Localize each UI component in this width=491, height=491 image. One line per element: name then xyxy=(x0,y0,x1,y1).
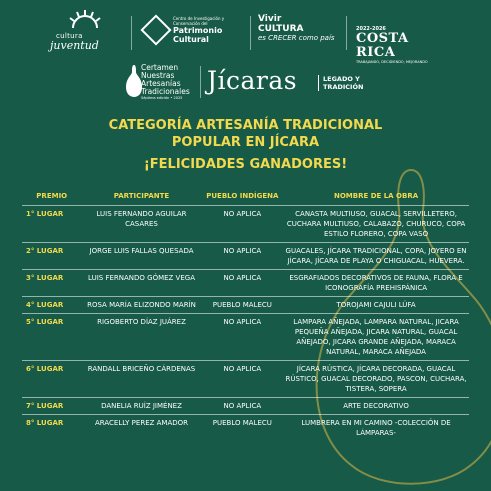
legado-line: LEGADO Y xyxy=(323,75,360,83)
header-pueblo: PUEBLO INDÍGENA xyxy=(206,192,279,200)
sun-icon xyxy=(68,10,102,30)
es-crecer-text: es CRECER xyxy=(258,34,297,42)
event-brand xyxy=(0,60,491,104)
pueblo-cell: NO APLICA xyxy=(202,314,284,361)
pueblo-cell: PUEBLO MALECU xyxy=(202,297,284,314)
certamen-line: Certamen xyxy=(141,63,179,72)
pueblo-cell: NO APLICA xyxy=(202,361,284,398)
table-row xyxy=(22,398,469,415)
pueblo-cell: NO APLICA xyxy=(202,398,284,415)
participante-cell: RANDALL BRICEÑO CÁRDENAS xyxy=(81,361,201,398)
table-row xyxy=(22,415,469,442)
premio-cell: 1° LUGAR xyxy=(22,206,81,243)
cultural-text: Cultural xyxy=(173,35,209,44)
legado-tradicion xyxy=(318,75,363,91)
table-row xyxy=(22,361,469,398)
table-row xyxy=(22,314,469,361)
obra-cell: JÍCARA RÚSTICA, JÍCARA DECORADA, GUACAL RÚSTICO, GUACAL DECORADO, PASCON, CUCHARA, TISTERA, SOPERA xyxy=(283,361,469,398)
pueblo-cell: NO APLICA xyxy=(202,243,284,270)
certamen-line: Artesanías xyxy=(141,79,181,88)
participante-cell: LUIS FERNANDO GÓMEZ VEGA xyxy=(81,270,201,297)
cultura-caps-text: CULTURA xyxy=(258,24,304,34)
table-row xyxy=(22,270,469,297)
years-text: 2022-2026 xyxy=(356,26,386,32)
obra-cell: ARTE DECORATIVO xyxy=(283,398,469,415)
category-title-line2: POPULAR EN JÍCARA xyxy=(171,135,320,150)
table-row xyxy=(22,297,469,314)
obra-cell: LUMBRERA EN MI CAMINO -COLECCIÓN DE LÁMPARAS- xyxy=(283,415,469,442)
category-title-line1: CATEGORÍA ARTESANÍA TRADICIONAL xyxy=(108,118,383,133)
vivir-cultura-logo xyxy=(258,14,340,43)
premio-cell: 7° LUGAR xyxy=(22,398,81,415)
cultura-text: cultura xyxy=(56,32,83,40)
edition-text: Séptima edición • 2025 xyxy=(141,96,183,100)
obra-cell: CANASTA MULTIUSO, GUACAL, SERVILLETERO, CUCHARA MULTIUSO, CALABAZO, CHURUCO, COPA ESTILO FLORERO, COPA VASO xyxy=(283,206,469,243)
premio-cell: 3° LUGAR xyxy=(22,270,81,297)
obra-cell: ESGRAFIADOS DECORATIVOS DE FAUNA, FLORA E ICONOGRAFÍA PREHISPÁNICA xyxy=(283,270,469,297)
table-row xyxy=(22,206,469,243)
tagline-text: TRABAJANDO, DECIDIENDO, MEJORANDO xyxy=(356,60,428,64)
diamond-icon xyxy=(140,14,171,45)
certamen-title xyxy=(141,64,199,101)
premio-cell: 6° LUGAR xyxy=(22,361,81,398)
header-participante: PARTICIPANTE xyxy=(113,192,170,200)
tradicion-line: TRADICIÓN xyxy=(323,83,364,91)
winners-table xyxy=(22,189,469,441)
premio-cell: 2° LUGAR xyxy=(22,243,81,270)
table-row xyxy=(22,243,469,270)
participante-cell: DANELIA RUÍZ JIMÉNEZ xyxy=(81,398,201,415)
pueblo-cell: PUEBLO MALECU xyxy=(202,415,284,442)
brand-divider xyxy=(200,66,201,98)
certamen-line: Nuestras xyxy=(141,71,175,80)
vivir-text: Vivir xyxy=(258,14,282,24)
logo-divider xyxy=(131,16,132,50)
obra-cell: LAMPARA AÑEJADA, LAMPARA NATURAL, JICARA PEQUEÑA AÑEJADA, JICARA NATURAL, GUACAL AÑEJADO, JICARA GRANDE AÑEJADA, MARACA NATURAL, MARACA AÑEJADA xyxy=(283,314,469,361)
certamen-line: Tradicionales xyxy=(141,87,190,96)
header-premio: PREMIO xyxy=(36,192,68,200)
participante-cell: ROSA MARÍA ELIZONDO MARÍN xyxy=(81,297,201,314)
logo-divider xyxy=(250,16,251,50)
patrimonio-small-text: Centro de Investigación y Conservación del xyxy=(173,16,225,26)
pueblo-cell: NO APLICA xyxy=(202,270,284,297)
premio-cell: 8° LUGAR xyxy=(22,415,81,442)
costa-rica-logo xyxy=(356,12,446,65)
pueblo-cell: NO APLICA xyxy=(202,206,284,243)
premio-cell: 4° LUGAR xyxy=(22,297,81,314)
sponsor-logos xyxy=(0,8,491,64)
participante-cell: LUIS FERNANDO AGUILAR CASARES xyxy=(81,206,201,243)
congratulations-heading: ¡FELICIDADES GANADORES! xyxy=(143,157,348,172)
participante-cell: JORGE LUIS FALLAS QUESADA xyxy=(81,243,201,270)
patrimonio-text: Patrimonio xyxy=(173,26,223,35)
participante-cell: RIGOBERTO DÍAZ JUÁREZ xyxy=(81,314,201,361)
obra-cell: GUACALES, JÍCARA TRADICIONAL, COPA, JOYERO EN JÍCARA, JÍCARA DE PLAYA O CHIGUACAL, HUEVERA. xyxy=(283,243,469,270)
header-obra: NOMBRE DE LA OBRA xyxy=(333,192,419,200)
patrimonio-logo xyxy=(141,16,246,44)
participante-cell: ARACELLY PEREZ AMADOR xyxy=(81,415,201,442)
cultura-juventud-logo xyxy=(50,10,126,51)
premio-cell: 5° LUGAR xyxy=(22,314,81,361)
table-header-row xyxy=(22,189,469,206)
como-pais-text: como país xyxy=(298,34,335,42)
costa-rica-text: COSTA RICA xyxy=(356,31,409,60)
obra-cell: TOROJAMI CAJULI LÚFA xyxy=(283,297,469,314)
juventud-text: juventud xyxy=(50,39,99,52)
jicaras-wordmark: Jícaras xyxy=(207,66,298,95)
logo-divider xyxy=(346,16,347,50)
